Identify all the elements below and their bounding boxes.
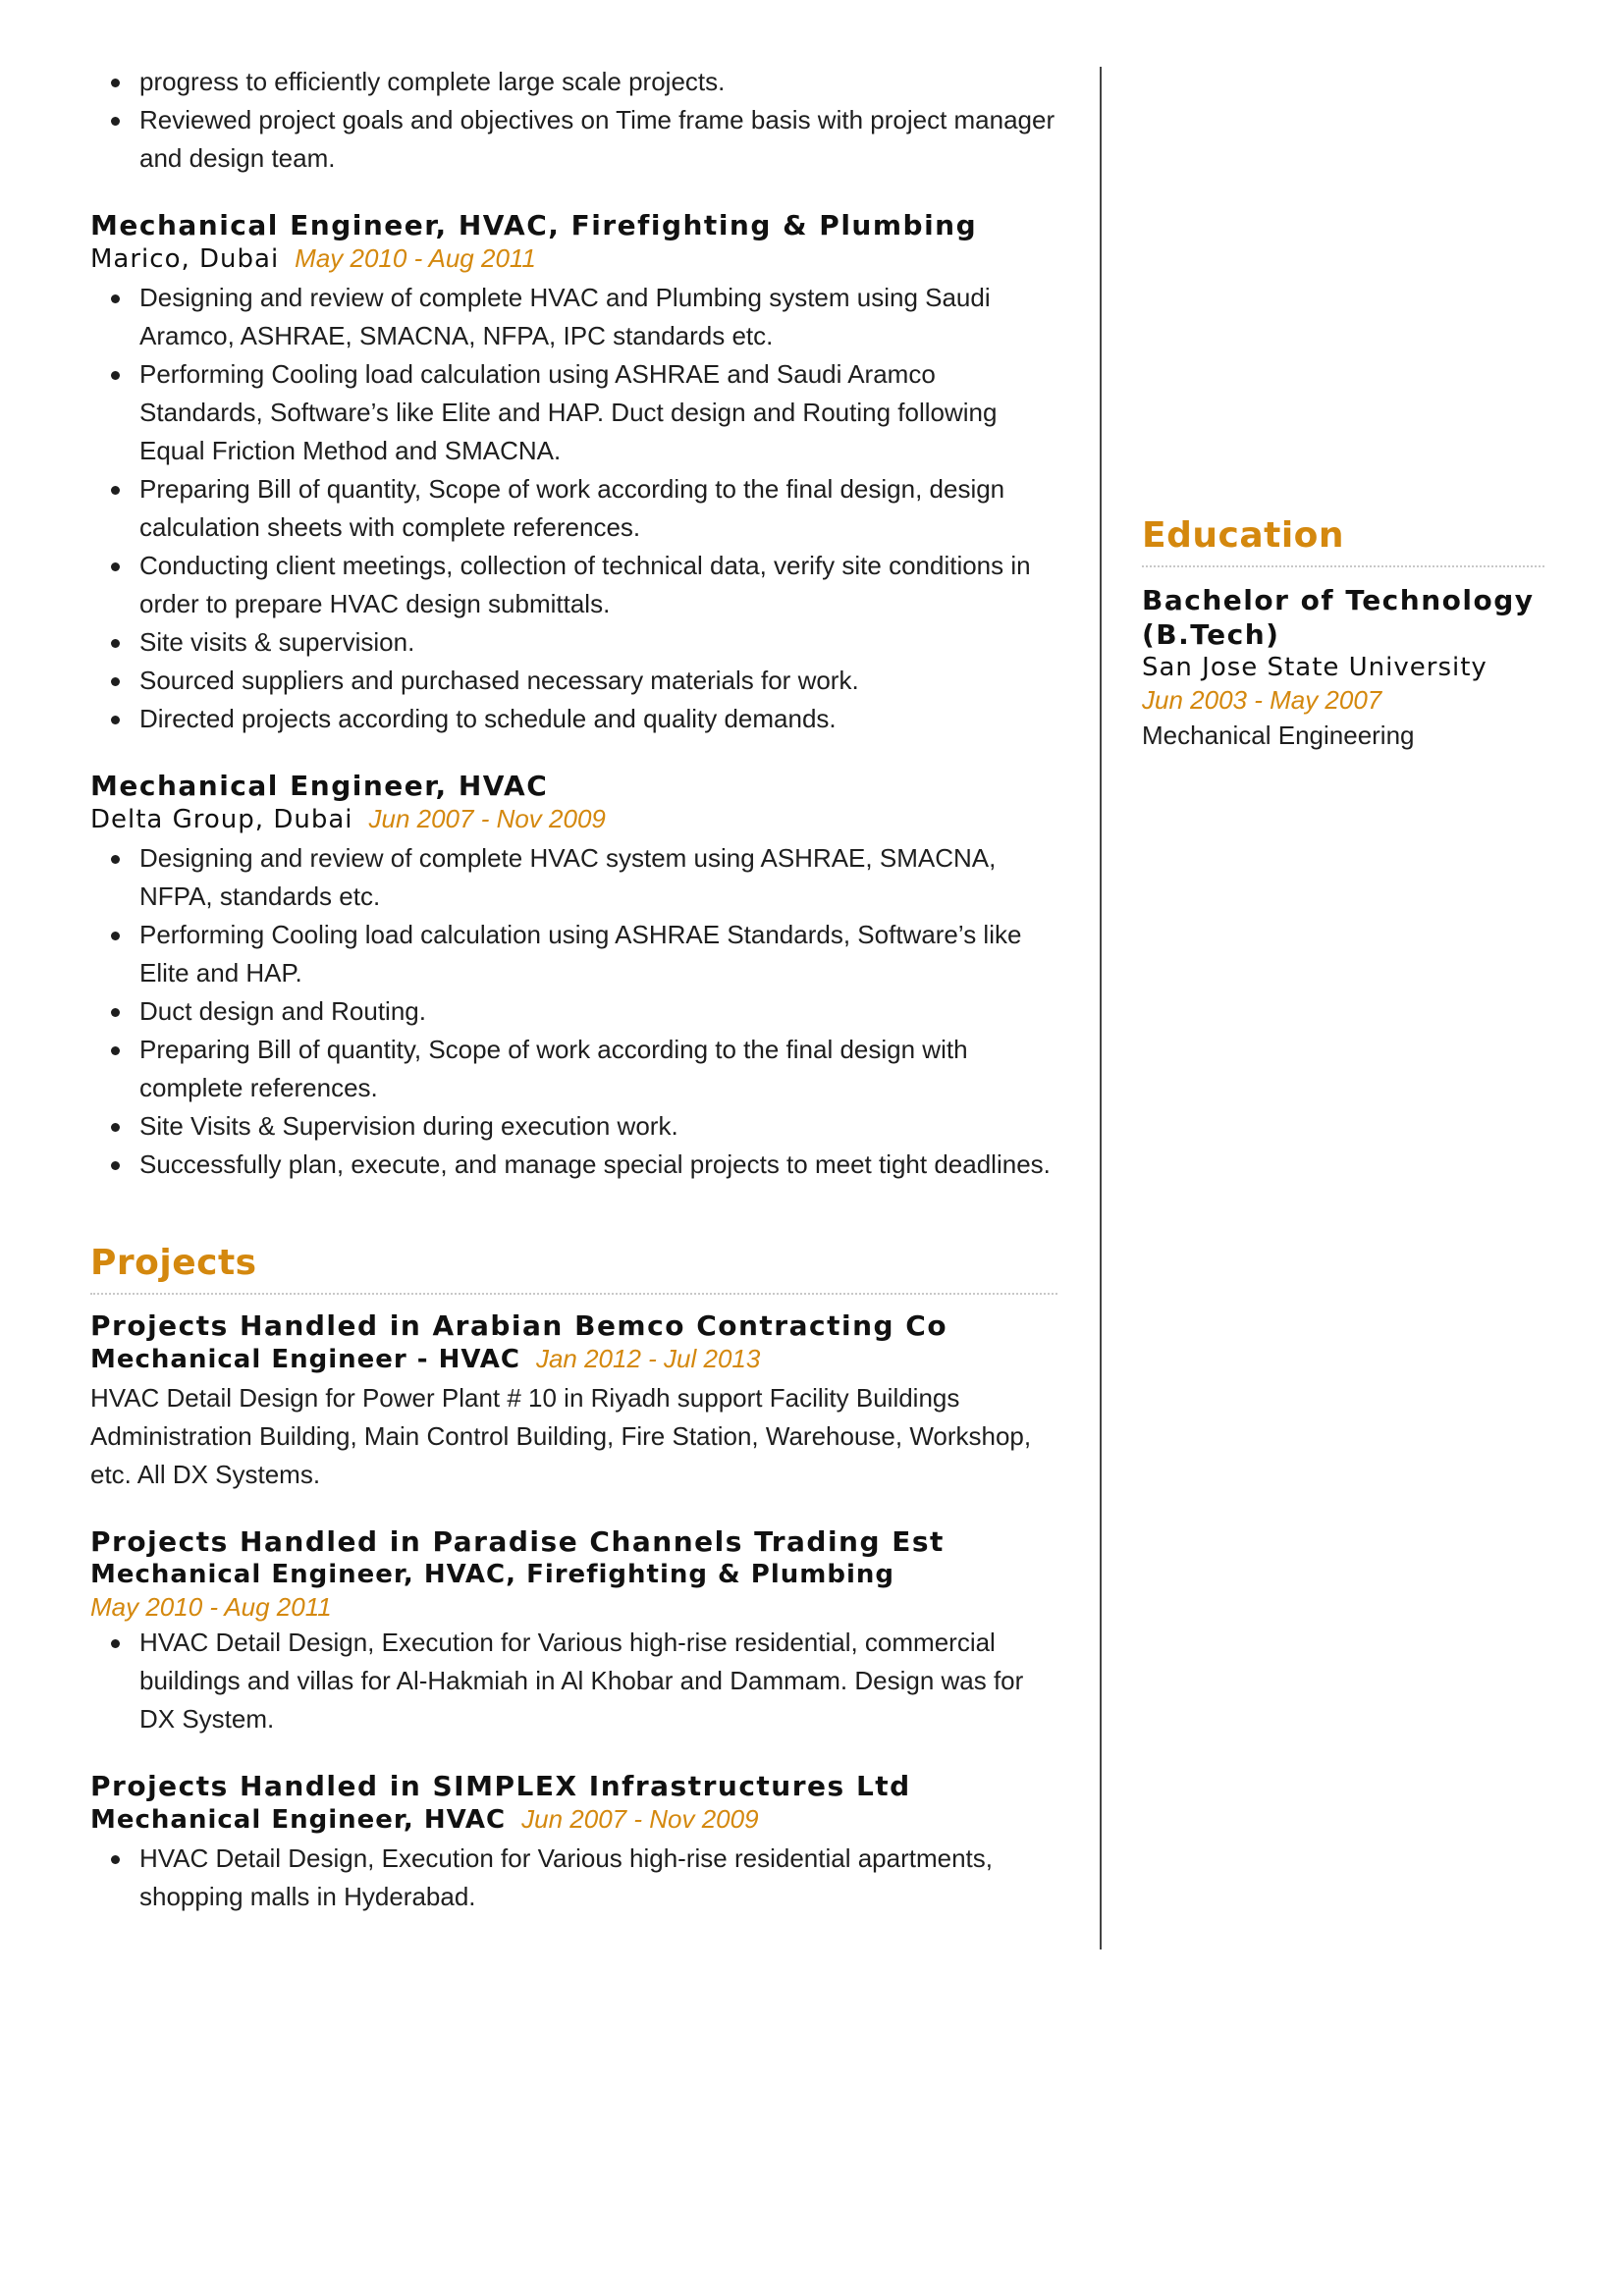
job-title: Mechanical Engineer, HVAC, Firefighting & Plumbing (90, 209, 978, 241)
project-role-line (90, 1343, 1057, 1375)
bullet-icon (111, 562, 120, 571)
bullet-icon (111, 486, 120, 495)
bullet-icon (111, 117, 120, 126)
list-item: Duct design and Routing. (90, 992, 1057, 1031)
bullet-icon (111, 1855, 120, 1864)
bullet-icon (111, 1046, 120, 1055)
job-bullets (90, 279, 1057, 738)
project-entry (90, 1524, 1057, 1738)
list-item: Conducting client meetings, collection of technical data, verify site conditions in order to prepare HVAC design submittals. (90, 547, 1057, 623)
education-dates: Jun 2003 - May 2007 (1142, 685, 1382, 715)
list-item: Performing Cooling load calculation using ASHRAE Standards, Software’s like Elite and HAP. (90, 916, 1057, 992)
project-title: Projects Handled in SIMPLEX Infrastructures Ltd (90, 1770, 911, 1802)
job-company: Delta Group, Dubai (90, 805, 353, 834)
job-entry (90, 208, 1057, 738)
project-title: Projects Handled in Paradise Channels Trading Est (90, 1525, 945, 1558)
job-company: Marico, Dubai (90, 244, 280, 274)
project-role: Mechanical Engineer - HVAC (90, 1345, 520, 1374)
education-field: Mechanical Engineering (1142, 721, 1415, 750)
project-title: Projects Handled in Arabian Bemco Contracting Co (90, 1309, 948, 1342)
list-item: Preparing Bill of quantity, Scope of work according to the final design, design calculation sheets with complete references. (90, 470, 1057, 547)
list-item: Designing and review of complete HVAC and Plumbing system using Saudi Aramco, ASHRAE, SMACNA, NFPA, IPC standards etc. (90, 279, 1057, 355)
job-dates: Jun 2007 - Nov 2009 (368, 804, 606, 833)
list-item: Successfully plan, execute, and manage special projects to meet tight deadlines. (90, 1146, 1057, 1184)
project-bullets (90, 1840, 1057, 1916)
list-item: Performing Cooling load calculation using ASHRAE and Saudi Aramco Standards, Software’s like Elite and HAP. Duct design and Routing following Equal Friction Method and SMACNA. (90, 355, 1057, 470)
list-item: Site Visits & Supervision during execution work. (90, 1107, 1057, 1146)
sidebar-column (1142, 515, 1544, 754)
list-item: HVAC Detail Design, Execution for Various high-rise residential apartments, shopping malls in Hyderabad. (90, 1840, 1057, 1916)
job-title: Mechanical Engineer, HVAC (90, 770, 549, 802)
list-item: Reviewed project goals and objectives on Time frame basis with project manager and design team. (90, 101, 1057, 178)
job-dates: May 2010 - Aug 2011 (295, 243, 536, 273)
project-role: Mechanical Engineer, HVAC, Firefighting & Plumbing (90, 1560, 894, 1589)
bullet-icon (111, 294, 120, 303)
bullet-icon (111, 855, 120, 864)
list-item: progress to efficiently complete large scale projects. (90, 63, 1057, 101)
education-degree: Bachelor of Technology (B.Tech) (1142, 584, 1535, 651)
project-entry (90, 1769, 1057, 1916)
bullet-icon (111, 716, 120, 724)
section-title-projects: Projects (90, 1243, 1057, 1295)
experience-continued-list (90, 63, 1057, 178)
list-item: Site visits & supervision. (90, 623, 1057, 662)
bullet-icon (111, 639, 120, 648)
job-company-line (90, 242, 1057, 275)
job-bullets (90, 839, 1057, 1184)
list-item: Preparing Bill of quantity, Scope of work according to the final design with complete references. (90, 1031, 1057, 1107)
job-company-line (90, 803, 1057, 835)
bullet-icon (111, 932, 120, 940)
job-entry (90, 769, 1057, 1184)
column-divider (1100, 67, 1102, 1949)
bullet-icon (111, 677, 120, 686)
list-item: Sourced suppliers and purchased necessary materials for work. (90, 662, 1057, 700)
projects-section (90, 1243, 1057, 1916)
section-title-education: Education (1142, 515, 1544, 567)
bullet-icon (111, 1008, 120, 1017)
bullet-icon (111, 79, 120, 87)
project-entry (90, 1308, 1057, 1494)
list-item: Directed projects according to schedule and quality demands. (90, 700, 1057, 738)
bullet-icon (111, 371, 120, 380)
bullet-icon (111, 1123, 120, 1132)
bullet-icon (111, 1639, 120, 1648)
list-item: Designing and review of complete HVAC system using ASHRAE, SMACNA, NFPA, standards etc. (90, 839, 1057, 916)
project-bullets (90, 1624, 1057, 1738)
main-column (90, 63, 1057, 1916)
project-role-line (90, 1803, 1057, 1836)
project-role: Mechanical Engineer, HVAC (90, 1805, 507, 1835)
project-dates: May 2010 - Aug 2011 (90, 1592, 332, 1622)
education-school: San Jose State University (1142, 653, 1488, 682)
project-dates: Jun 2007 - Nov 2009 (521, 1804, 759, 1834)
project-description: HVAC Detail Design for Power Plant # 10 in Riyadh support Facility Buildings Administration Building, Main Control Building, Fire Station, Warehouse, Workshop, etc. All DX Systems. (90, 1383, 1032, 1489)
education-entry (1142, 583, 1544, 754)
project-dates: Jan 2012 - Jul 2013 (535, 1344, 761, 1373)
list-item: HVAC Detail Design, Execution for Various high-rise residential, commercial buildings and villas for Al-Hakmiah in Al Khobar and Dammam. Design was for DX System. (90, 1624, 1057, 1738)
bullet-icon (111, 1161, 120, 1170)
